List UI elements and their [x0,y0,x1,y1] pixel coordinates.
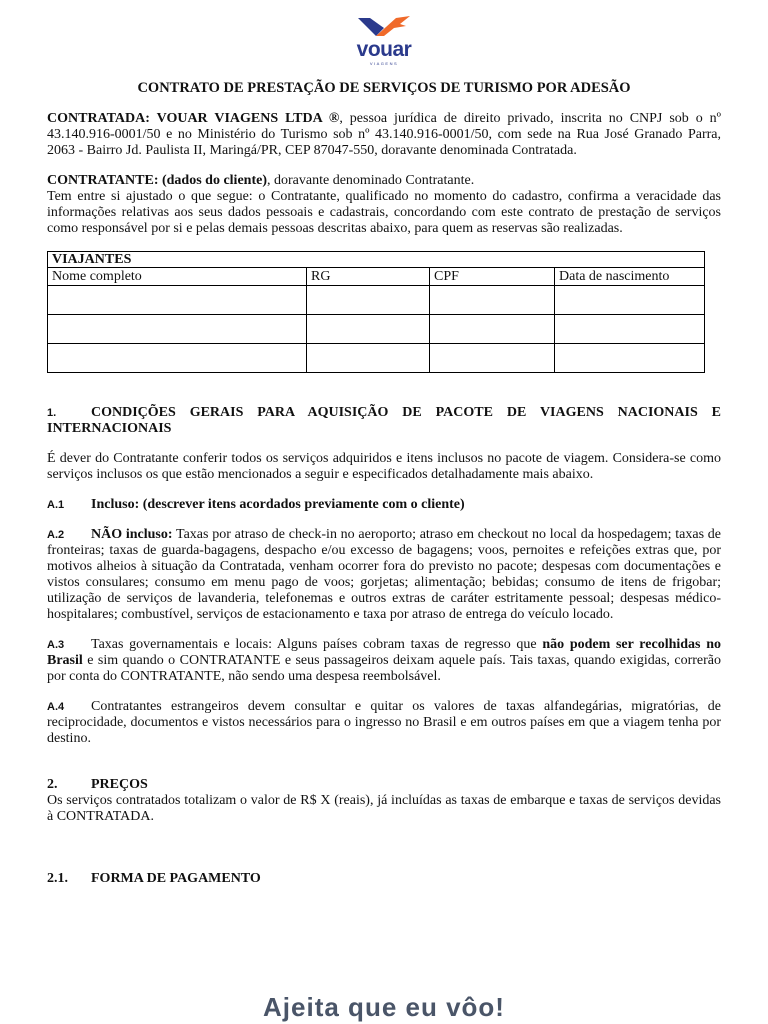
table-cell[interactable] [430,344,555,373]
clause-a3-number: A.3 [47,639,65,651]
clause-a3 [47,637,721,685]
table-cell[interactable] [555,286,705,315]
section-2-title: PREÇOS [91,777,148,792]
column-header-name: Nome completo [48,268,307,286]
contratada-label: CONTRATADA: VOUAR VIAGENS LTDA ® [47,111,340,126]
table-cell[interactable] [307,344,430,373]
contratante-text: , doravante denominado Contratante. [267,173,475,188]
column-header-cpf: CPF [430,268,555,286]
clause-a1 [47,497,721,513]
logo-wordmark: vouar [356,38,412,61]
column-header-rg: RG [307,268,430,286]
section-2-1-title: FORMA DE PAGAMENTO [91,871,261,886]
table-row [48,344,705,373]
clause-a1-number: A.1 [47,499,65,511]
travelers-table-title: VIAJANTES [48,252,705,268]
table-cell[interactable] [48,344,307,373]
contratante-label: CONTRATANTE: (dados do cliente) [47,173,267,188]
contratante-paragraph: Tem entre si ajustado o que segue: o Contratante, qualificado no momento do cadastro, confirma a veracidade das informações relativas aos seus dados pessoais e cadastrais, concordando com este contrato de prestação de serviços como responsável por si e pelas demais pessoas descritas abaixo, para quem as reservas são realizadas. [47,189,721,236]
vouar-plane-icon [356,14,412,40]
clause-a2 [47,527,721,623]
table-row [48,315,705,344]
table-cell[interactable] [555,344,705,373]
table-cell[interactable] [307,286,430,315]
section-1-heading [47,405,721,437]
table-row [48,286,705,315]
section-2-paragraph: Os serviços contratados totalizam o valor de R$ X (reais), já incluídas as taxas de embarque e taxas de serviços devidas à CONTRATADA. [47,793,721,824]
vouar-logo [342,14,426,66]
footer-slogan: Ajeita que eu vôo! [263,992,505,1022]
clause-a2-label: NÃO incluso: [91,527,173,542]
clause-a3-text-before: Taxas governamentais e locais: Alguns países cobram taxas de regresso que [91,637,543,652]
clause-a2-text: Taxas por atraso de check-in no aeroporto; atraso em checkout no local da hospedagem; taxas de fronteiras; taxas de guarda-bagagens, despacho e/ou excesso de bagagens; voos, pernoites e refeições extras que, por motivos alheios à situação da Contratada, venham ocorrer fora do previsto no pacote; despesas com documentações e vistos consulares; consumo em menu pago de voos; gorjetas; alimentação; bebidas; consumo de itens de frigobar; utilização de serviços de lavanderia, telefonemas e outros extras de caráter estritamente pessoal; despesas médico-hospitalares; combustível, serviços de estacionamento e taxa por atraso de entrega do veículo locado. [47,527,721,622]
contract-content [47,77,721,887]
clause-a3-text-after: e sim quando o CONTRATANTE e seus passageiros deixam aquele país. Tais taxas, quando exigidas, correrão por conta do CONTRATANTE, não sendo uma despesa reembolsável. [47,653,721,684]
logo-subtitle: VIAGENS [369,61,399,66]
table-cell[interactable] [48,315,307,344]
table-cell[interactable] [430,315,555,344]
clause-a2-number: A.2 [47,529,65,541]
clause-a3-bold: não podem ser recolhidas no Brasil [47,637,721,668]
section-2-number: 2. [47,777,58,792]
clause-a4-number: A.4 [47,701,65,713]
table-cell[interactable] [48,286,307,315]
table-cell[interactable] [555,315,705,344]
section-1-paragraph: É dever do Contratante conferir todos os serviços adquiridos e itens inclusos no pacote de viagem. Considera-se como serviços inclusos os que estão mencionados a seguir e especificados detalhadamente mais abaixo. [47,451,721,482]
clause-a1-text: Incluso: (descrever itens acordados previamente com o cliente) [91,497,465,512]
clause-a4 [47,699,721,747]
section-2-heading [47,777,721,793]
section-2-1-heading [47,871,721,887]
table-cell[interactable] [430,286,555,315]
contratada-paragraph [47,111,721,159]
contratante-line [47,173,721,189]
section-2-1-number: 2.1. [47,871,68,886]
section-1-title: CONDIÇÕES GERAIS PARA AQUISIÇÃO DE PACOTE DE VIAGENS NACIONAIS E INTERNACIONAIS [47,405,721,436]
clause-a4-text: Contratantes estrangeiros devem consultar e quitar os valores de taxas alfandegárias, migratórias, de reciprocidade, documentos e vistos necessários para o ingresso no Brasil e em outros países em que a viagem tenha por destino. [47,699,721,746]
travelers-table [47,251,705,373]
section-1-number: 1. [47,407,57,419]
table-cell[interactable] [307,315,430,344]
column-header-birthdate: Data de nascimento [555,268,705,286]
contract-title: CONTRATO DE PRESTAÇÃO DE SERVIÇOS DE TURISMO POR ADESÃO [137,80,631,96]
contratada-text: , pessoa jurídica de direito privado, inscrita no CNPJ sob o nº 43.140.916-0001/50 e no Ministério do Turismo sob nº 43.140.916-0001/50, com sede na Rua José Granado Parra, 2063 - Bairro Jd. Paulista II, Maringá/PR, CEP 87047-550, doravante denominada Contratada. [47,111,721,158]
